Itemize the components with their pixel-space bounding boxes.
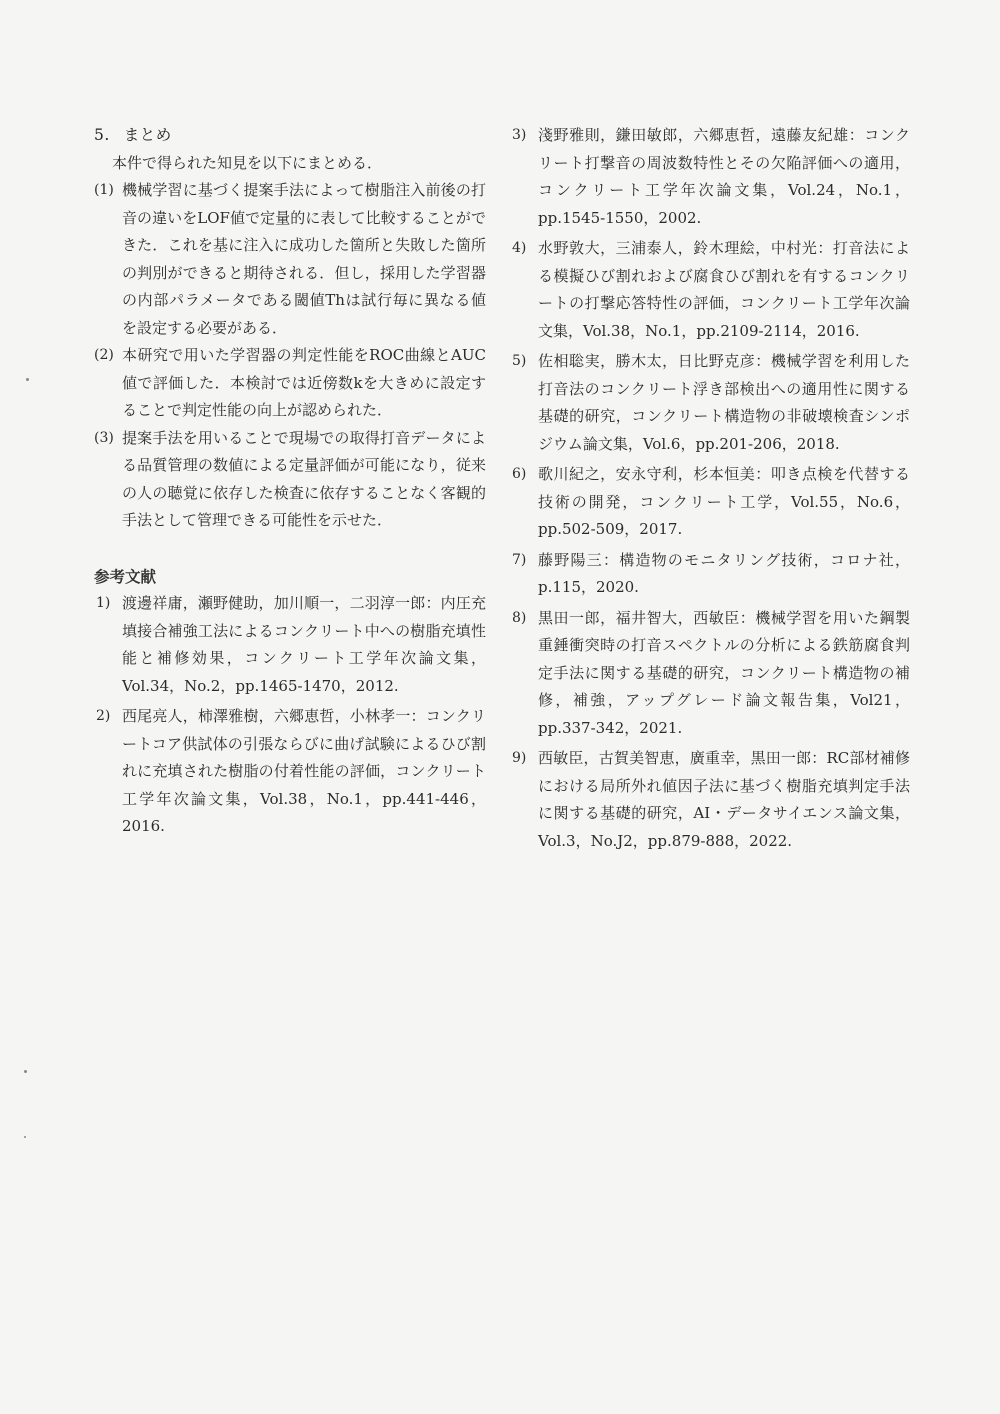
reference-text: 西尾亮人，柿澤雅樹，六郷恵哲，小林孝一：コンクリートコア供試体の引張ならびに曲げ試験によるひび割れに充填された樹脂の付着性能の評価，コンクリート工学年次論文集，Vol.38，No.1，pp.441-446，2016. (122, 707, 486, 835)
right-column (510, 122, 910, 858)
summary-item-text: 提案手法を用いることで現場での取得打音データによる品質管理の数値による定量評価が可能になり，従来の人の聴覚に依存した検査に依存することなく客観的手法として管理できる可能性を示せた． (122, 428, 486, 529)
reference-text: 藤野陽三：構造物のモニタリング技術，コロナ社，p.115，2020. (538, 550, 910, 596)
summary-item-text: 本研究で用いた学習器の判定性能をROC曲線とAUC値で評価した．本検討では近傍数kを大きめに設定することで判定性能の向上が認められた． (122, 346, 486, 419)
reference-number: 6) (512, 466, 527, 482)
reference-number: 3) (512, 127, 527, 143)
reference-item-4 (510, 235, 910, 345)
references-list-right (510, 122, 910, 855)
reference-text: 佐相聡実，勝木太，日比野克彦：機械学習を利用した打音法のコンクリート浮き部検出への適用性に関する基礎的研究，コンクリート構造物の非破壊検査シンポジウム論文集，Vol.6，pp.201-206，2018. (538, 352, 910, 453)
summary-item-2 (94, 342, 486, 425)
left-column (94, 122, 486, 844)
summary-item-3 (94, 425, 486, 535)
reference-text: 渡邊祥庸，瀬野健助，加川順一，二羽淳一郎：内圧充填接合補強工法によるコンクリート中への樹脂充填性能と補修効果，コンクリート工学年次論文集，Vol.34，No.2，pp.1465-1470，2012. (122, 594, 486, 695)
summary-item-text: 機械学習に基づく提案手法によって樹脂注入前後の打音の違いをLOF値で定量的に表して比較することができた．これを基に注入に成功した箇所と失敗した箇所の判別ができると期待される．但し，採用した学習器の内部パラメータである閾値Thは試行毎に異なる値を設定する必要がある． (122, 181, 486, 337)
reference-number: 1) (96, 595, 111, 611)
reference-text: 西敏臣，古賀美智恵，廣重幸，黒田一郎：RC部材補修における局所外れ値因子法に基づく樹脂充填判定手法に関する基礎的研究，AI・データサイエンス論文集，Vol.3，No.J2，pp.879-888，2022. (538, 749, 910, 850)
reference-item-6 (510, 461, 910, 544)
references-heading: 参考文献 (94, 566, 157, 586)
section-heading (94, 122, 486, 150)
summary-item-mark: (3) (94, 429, 114, 446)
reference-number: 4) (512, 240, 527, 256)
summary-list (94, 177, 486, 535)
reference-item-2 (94, 703, 486, 841)
reference-item-5 (510, 348, 910, 458)
section-intro: 本件で得られた知見を以下にまとめる． (112, 153, 383, 172)
scan-speck (26, 378, 29, 381)
reference-text: 歌川紀之，安永守利，杉本恒美：叩き点検を代替する技術の開発，コンクリート工学，Vol.55，No.6，pp.502-509，2017. (538, 465, 910, 538)
references-list-left (94, 590, 486, 841)
reference-number: 7) (512, 551, 527, 568)
reference-item-3 (510, 122, 910, 232)
reference-item-8 (510, 605, 910, 743)
reference-number: 5) (512, 353, 527, 369)
scan-speck (24, 1070, 27, 1073)
reference-text: 黒田一郎，福井智大，西敏臣：機械学習を用いた鋼製重錘衝突時の打音スペクトルの分析による鉄筋腐食判定手法に関する基礎的研究，コンクリート構造物の補修，補強，アップグレード論文報告集，Vol21，pp.337-342，2021. (538, 608, 910, 737)
summary-item-mark: (1) (94, 182, 114, 198)
reference-number: 8) (512, 609, 527, 626)
reference-number: 9) (512, 750, 527, 766)
summary-item-mark: (2) (94, 347, 114, 363)
section-number: 5. (94, 126, 110, 144)
summary-item-1 (94, 177, 486, 342)
section-title: まとめ (123, 126, 172, 144)
reference-text: 淺野雅則，鎌田敏郎，六郷恵哲，遠藤友紀雄：コンクリート打撃音の周波数特性とその欠陥評価への適用，コンクリート工学年次論文集，Vol.24，No.1，pp.1545-1550，2002. (538, 126, 910, 227)
reference-text: 水野敦大，三浦泰人，鈴木理絵，中村光：打音法による模擬ひび割れおよび腐食ひび割れを有するコンクリートの打撃応答特性の評価，コンクリート工学年次論文集，Vol.38，No.1，pp.2109-2114，2016. (538, 239, 910, 340)
reference-item-7 (510, 547, 910, 602)
scan-speck (24, 1136, 26, 1138)
reference-item-1 (94, 590, 486, 700)
reference-number: 2) (96, 708, 111, 724)
reference-item-9 (510, 745, 910, 855)
